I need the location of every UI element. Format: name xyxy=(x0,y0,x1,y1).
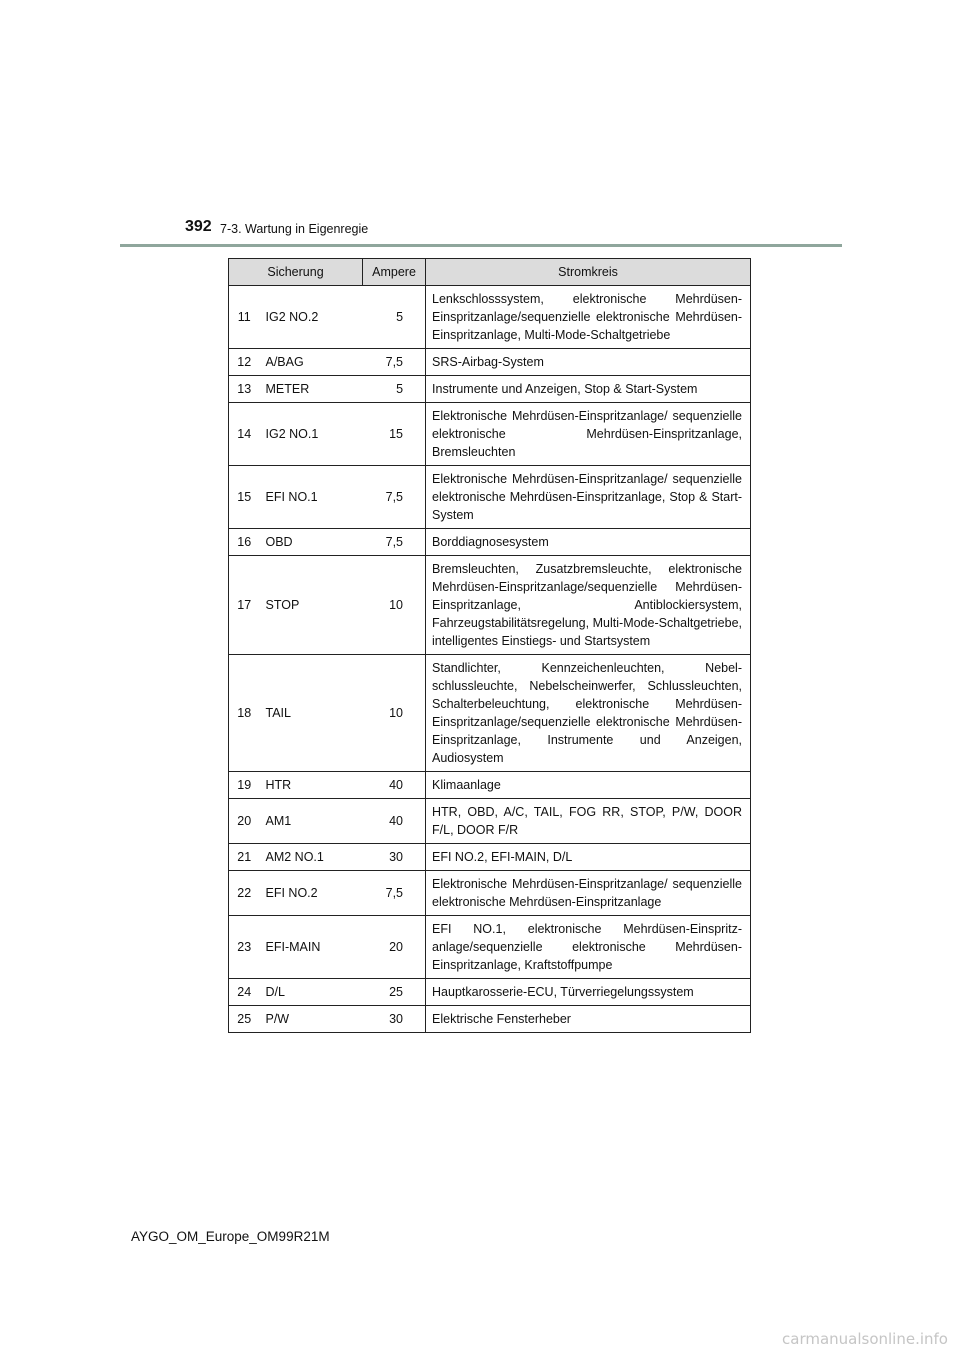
fuse-number: 24 xyxy=(229,979,260,1006)
fuse-number: 21 xyxy=(229,844,260,871)
fuse-name: OBD xyxy=(260,529,363,556)
watermark: carmanualsonline.info xyxy=(782,1330,948,1348)
table-row xyxy=(229,979,751,1006)
table-row xyxy=(229,1006,751,1033)
fuse-number: 16 xyxy=(229,529,260,556)
page-number: 392 xyxy=(185,218,212,235)
fuse-ampere: 40 xyxy=(363,799,426,844)
fuse-name: STOP xyxy=(260,556,363,655)
column-header-sicherung: Sicherung xyxy=(229,259,363,286)
table-row xyxy=(229,844,751,871)
fuse-ampere: 25 xyxy=(363,979,426,1006)
table-row xyxy=(229,556,751,655)
table-row xyxy=(229,349,751,376)
fuse-number: 23 xyxy=(229,916,260,979)
fuse-circuit: SRS-Airbag-System xyxy=(426,349,751,376)
table-row xyxy=(229,871,751,916)
fuse-circuit: Bremsleuchten, Zusatzbremsleuchte, elektronische Mehrdüsen-Einspritzanlage/sequenzielle Mehrdüsen-Einspritzanlage, Antiblockiersystem, Fahrzeugstabilitätsregelung, Multi-Mode-Schaltgetriebe, intelligentes Einstiegs- und Startsystem xyxy=(426,556,751,655)
fuse-circuit: Standlichter, Kennzeichenleuchten, Nebelschlussleuchte, Nebelscheinwerfer, Schlussleuchten, Schalterbeleuchtung, elektronische Mehrdüsen-Einspritzanlage/sequenzielle elektronische Mehrdüsen-Einspritzanlage, Instrumente und Anzeigen, Audiosystem xyxy=(426,655,751,772)
table-header xyxy=(229,259,751,286)
table-row xyxy=(229,403,751,466)
table-row xyxy=(229,286,751,349)
fuse-circuit: Hauptkarosserie-ECU, Türverriegelungssystem xyxy=(426,979,751,1006)
fuse-number: 22 xyxy=(229,871,260,916)
column-header-ampere: Ampere xyxy=(363,259,426,286)
fuse-circuit: HTR, OBD, A/C, TAIL, FOG RR, STOP, P/W, DOOR F/L, DOOR F/R xyxy=(426,799,751,844)
fuse-name: EFI NO.1 xyxy=(260,466,363,529)
fuse-ampere: 10 xyxy=(363,655,426,772)
section-title: 7-3. Wartung in Eigenregie xyxy=(220,222,369,236)
fuse-table xyxy=(228,258,751,1033)
fuse-name: AM1 xyxy=(260,799,363,844)
table-row xyxy=(229,799,751,844)
fuse-circuit: Borddiagnosesystem xyxy=(426,529,751,556)
fuse-name: TAIL xyxy=(260,655,363,772)
fuse-number: 13 xyxy=(229,376,260,403)
fuse-number: 25 xyxy=(229,1006,260,1033)
table-row xyxy=(229,529,751,556)
fuse-ampere: 15 xyxy=(363,403,426,466)
fuse-name: IG2 NO.1 xyxy=(260,403,363,466)
fuse-ampere: 20 xyxy=(363,916,426,979)
fuse-circuit: Elektronische Mehrdüsen-Einspritzanlage/ sequenzielle elektronische Mehrdüsen-Einspritzanlage xyxy=(426,871,751,916)
fuse-circuit: Elektronische Mehrdüsen-Einspritzanlage/ sequenzielle elektronische Mehrdüsen-Einspritzanlage, Bremsleuchten xyxy=(426,403,751,466)
table-row xyxy=(229,655,751,772)
fuse-name: A/BAG xyxy=(260,349,363,376)
column-header-stromkreis: Stromkreis xyxy=(426,259,751,286)
fuse-ampere: 7,5 xyxy=(363,871,426,916)
fuse-name: EFI NO.2 xyxy=(260,871,363,916)
fuse-circuit: Elektronische Mehrdüsen-Einspritzanlage/ sequenzielle elektronische Mehrdüsen-Einspritzanlage, Stop & Start-System xyxy=(426,466,751,529)
table-body xyxy=(229,286,751,1033)
fuse-ampere: 30 xyxy=(363,844,426,871)
fuse-ampere: 10 xyxy=(363,556,426,655)
fuse-name: D/L xyxy=(260,979,363,1006)
fuse-circuit: Elektrische Fensterheber xyxy=(426,1006,751,1033)
fuse-number: 18 xyxy=(229,655,260,772)
table-row xyxy=(229,772,751,799)
fuse-name: AM2 NO.1 xyxy=(260,844,363,871)
fuse-name: HTR xyxy=(260,772,363,799)
fuse-ampere: 7,5 xyxy=(363,529,426,556)
fuse-number: 11 xyxy=(229,286,260,349)
fuse-ampere: 5 xyxy=(363,376,426,403)
footer-doc-code: AYGO_OM_Europe_OM99R21M xyxy=(131,1229,330,1244)
fuse-circuit: Klimaanlage xyxy=(426,772,751,799)
fuse-circuit: EFI NO.2, EFI-MAIN, D/L xyxy=(426,844,751,871)
fuse-number: 20 xyxy=(229,799,260,844)
fuse-name: METER xyxy=(260,376,363,403)
fuse-ampere: 7,5 xyxy=(363,466,426,529)
table-row xyxy=(229,376,751,403)
header-rule xyxy=(120,244,842,247)
table-row xyxy=(229,916,751,979)
fuse-circuit: Lenkschlosssystem, elektronische Mehrdüsen-Einspritzanlage/sequenzielle elektronische Mehrdüsen-Einspritzanlage, Multi-Mode-Schaltgetriebe xyxy=(426,286,751,349)
fuse-number: 12 xyxy=(229,349,260,376)
fuse-number: 14 xyxy=(229,403,260,466)
fuse-number: 17 xyxy=(229,556,260,655)
fuse-ampere: 5 xyxy=(363,286,426,349)
fuse-number: 19 xyxy=(229,772,260,799)
fuse-circuit: EFI NO.1, elektronische Mehrdüsen-Einspritzanlage/sequenzielle elektronische Mehrdüsen-Einspritzanlage, Kraftstoffpumpe xyxy=(426,916,751,979)
fuse-name: P/W xyxy=(260,1006,363,1033)
fuse-number: 15 xyxy=(229,466,260,529)
fuse-circuit: Instrumente und Anzeigen, Stop & Start-System xyxy=(426,376,751,403)
fuse-ampere: 40 xyxy=(363,772,426,799)
fuse-ampere: 7,5 xyxy=(363,349,426,376)
fuse-name: EFI-MAIN xyxy=(260,916,363,979)
fuse-name: IG2 NO.2 xyxy=(260,286,363,349)
table-row xyxy=(229,466,751,529)
fuse-ampere: 30 xyxy=(363,1006,426,1033)
